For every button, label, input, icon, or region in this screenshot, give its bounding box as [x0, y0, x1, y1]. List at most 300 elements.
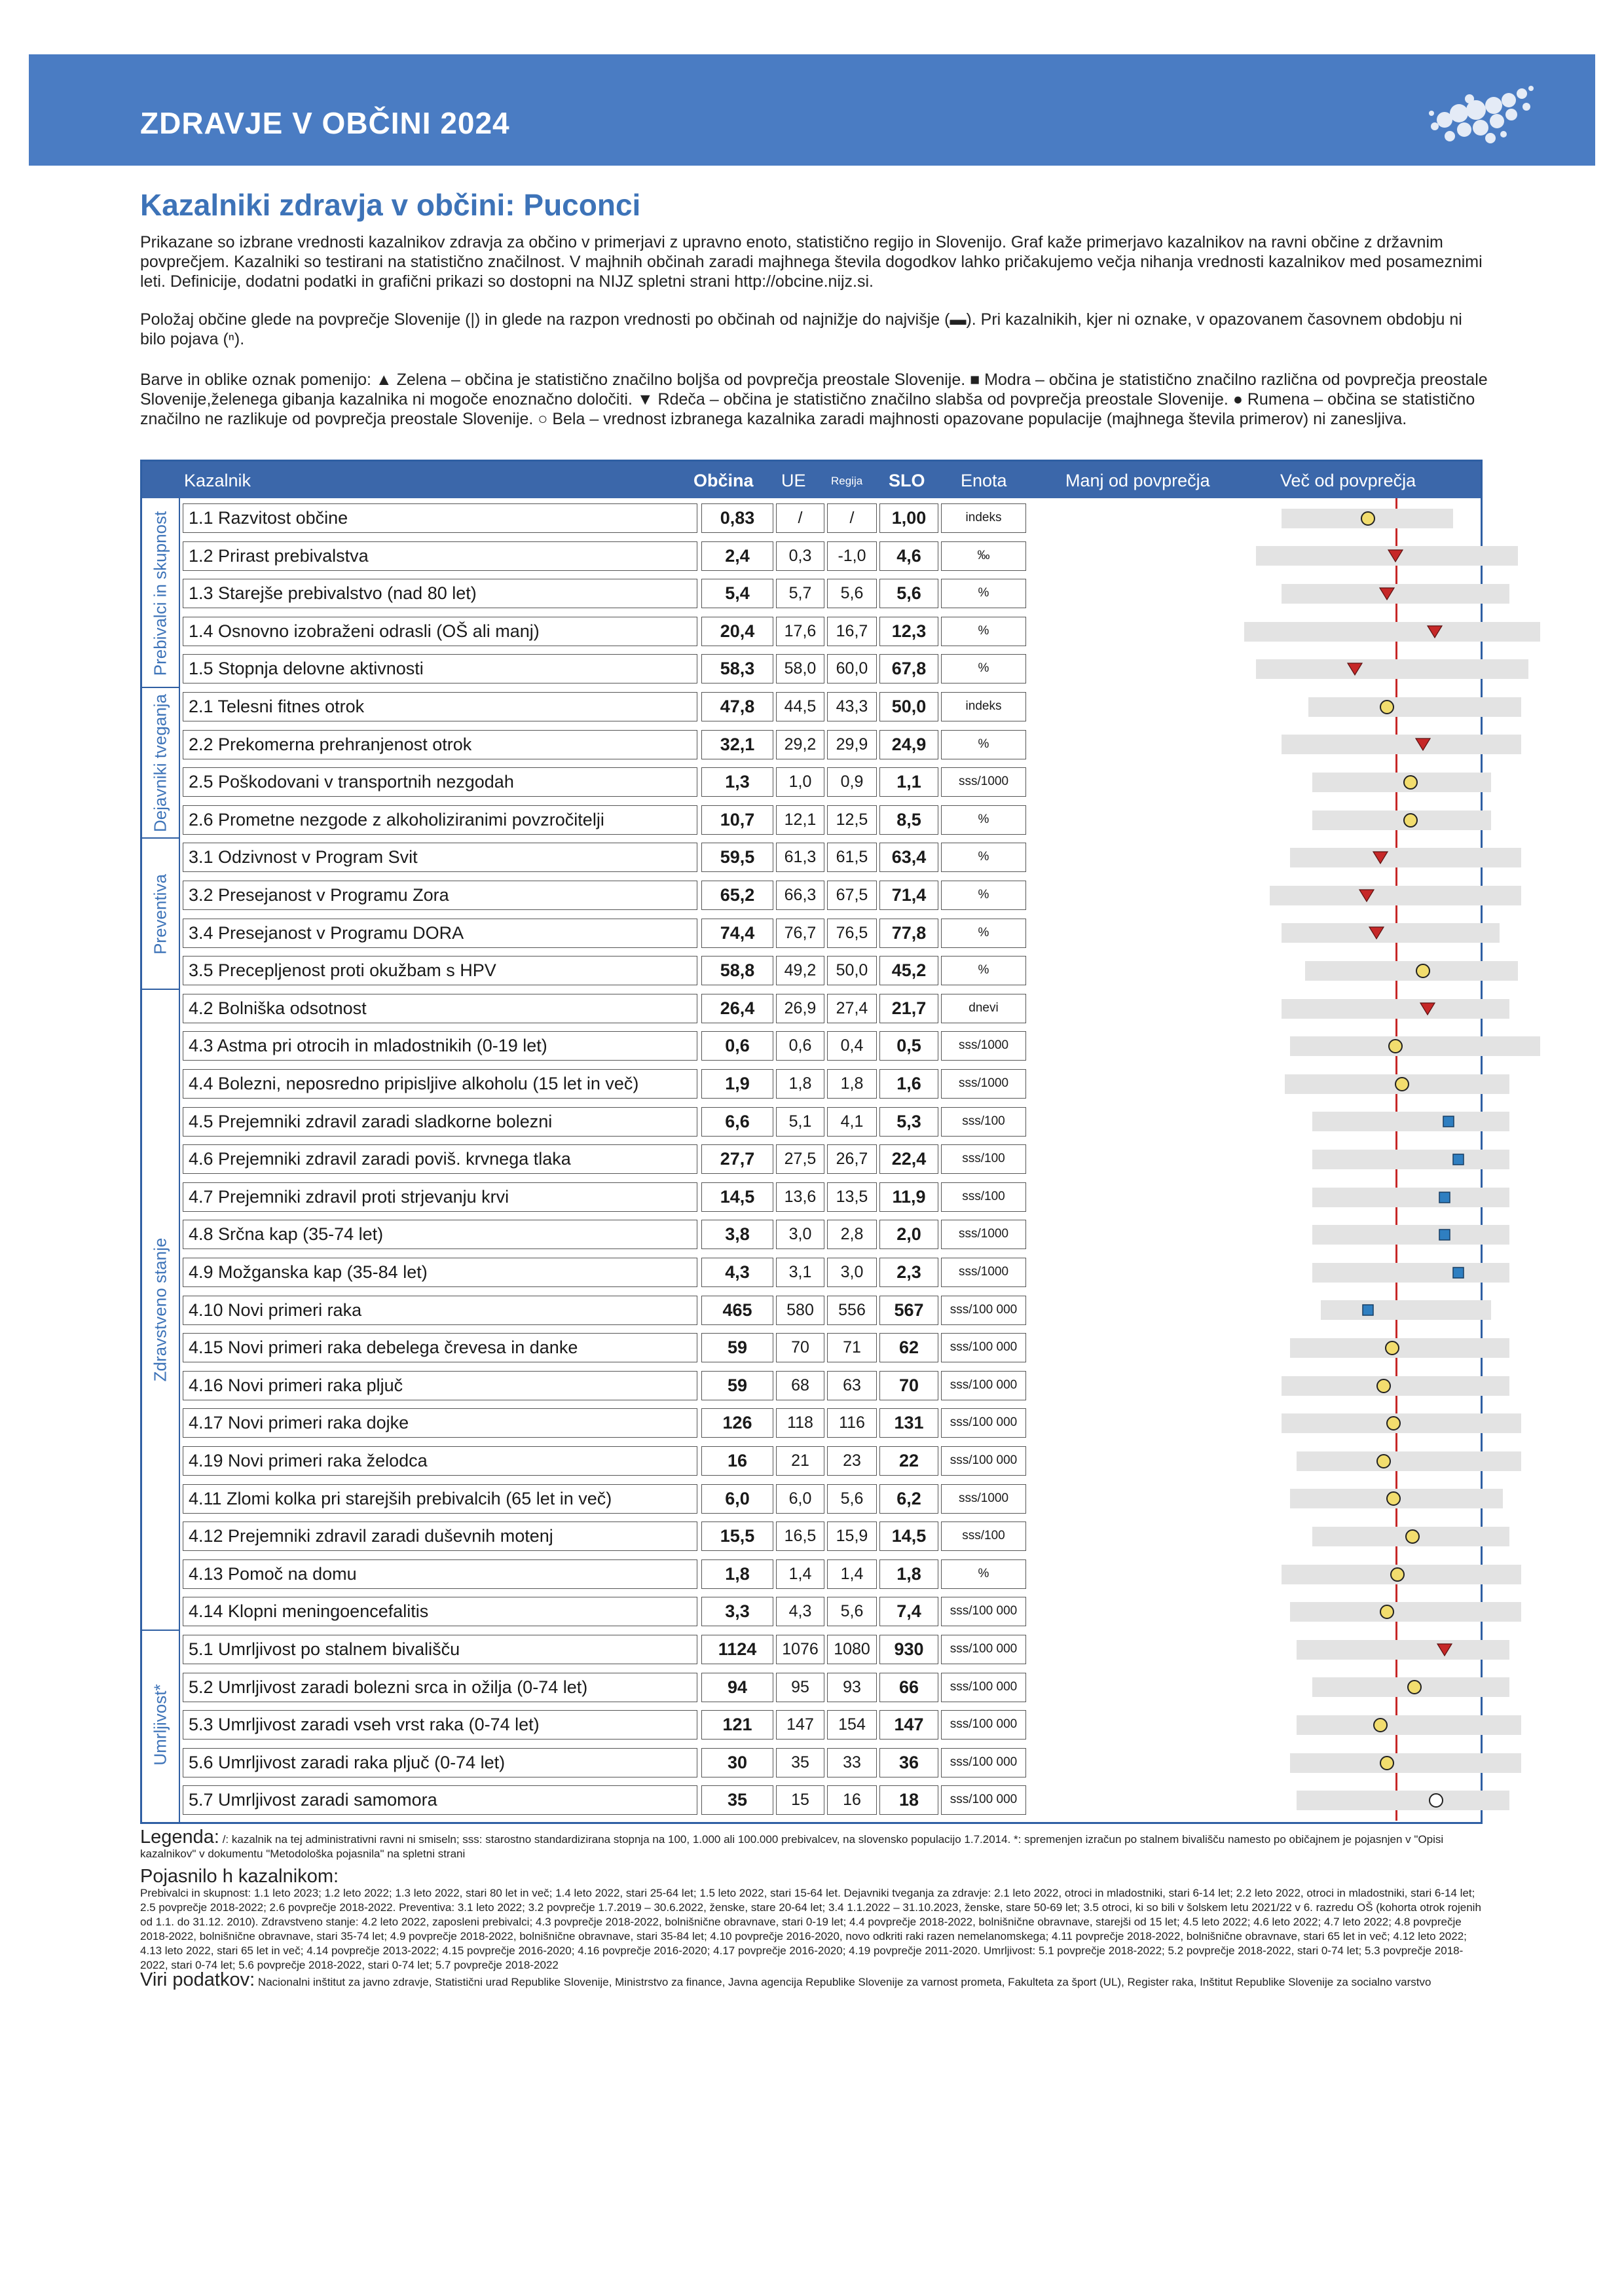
cell-reg: 154	[827, 1710, 877, 1740]
cell-ob: 30	[701, 1748, 773, 1777]
yellow-marker	[1378, 1603, 1395, 1620]
cell-ue: 21	[776, 1446, 824, 1476]
table-row	[180, 1103, 1096, 1140]
cell-slo: 567	[879, 1296, 938, 1325]
cell-unit: sss/1000	[941, 1258, 1026, 1287]
cell-reg: 1080	[827, 1635, 877, 1664]
yellow-marker	[1375, 1453, 1392, 1470]
cell-ob: 1,8	[701, 1559, 773, 1589]
yellow-marker	[1389, 1566, 1406, 1583]
cell-ue: 0,6	[776, 1031, 824, 1061]
cell-slo: 77,8	[879, 919, 938, 948]
cell-unit: sss/100 000	[941, 1785, 1026, 1815]
yellow-marker	[1402, 812, 1419, 829]
cell-name: 3.1 Odzivnost v Program Svit	[183, 843, 697, 872]
cell-name: 2.5 Poškodovani v transportnih nezgodah	[183, 767, 697, 797]
cell-ob: 32,1	[701, 730, 773, 759]
cell-ue: 6,0	[776, 1484, 824, 1514]
table-row	[180, 1593, 1096, 1630]
table-header	[142, 462, 1481, 498]
cell-unit: sss/1000	[941, 1069, 1026, 1099]
cell-unit: sss/100 000	[941, 1333, 1026, 1362]
table-row	[180, 500, 1096, 537]
banner-title: ZDRAVJE V OBČINI 2024	[140, 106, 510, 140]
yellow-marker	[1406, 1679, 1423, 1696]
cell-unit: sss/100 000	[941, 1408, 1026, 1438]
table-row	[180, 915, 1096, 952]
red-marker	[1419, 1000, 1436, 1017]
cell-slo: 2,3	[879, 1258, 938, 1287]
colors-note: Barve in oblike oznak pomenijo: ▲ Zelena – občina je statistično značilno boljša od povprečja preostale Slovenije. ■ Modra – občina je statistično značilno različna od povprečja preostale Slovenije,želenega gibanja kazalnika ni mogoče enoznačno določiti. ▼ Rdeča – občina je statistično značilno slabša od povprečja preostale Slovenije. ● Rumena – občina se statistično značilno ne razlikuje od povprečja preostale Slovenije. ○ Bela – vrednost izbranega kazalnika zaradi majhnosti opazovane populacije (majhnega števila primerov) ni zanesljiva.	[140, 371, 1488, 428]
group-label: Zdravstveno stanje	[150, 1238, 170, 1382]
cell-reg: 5,6	[827, 579, 877, 608]
cell-name: 5.3 Umrljivost zaradi vseh vrst raka (0-74 let)	[183, 1710, 697, 1740]
explain-title: Pojasnilo h kazalnikom:	[140, 1866, 339, 1887]
blue-marker	[1450, 1264, 1467, 1281]
cell-slo: 21,7	[879, 994, 938, 1023]
cell-ue: 147	[776, 1710, 824, 1740]
cell-name: 4.16 Novi primeri raka pljuč	[183, 1371, 697, 1400]
cell-ue: 29,2	[776, 730, 824, 759]
cell-slo: 1,1	[879, 767, 938, 797]
cell-name: 4.17 Novi primeri raka dojke	[183, 1408, 697, 1438]
cell-reg: 0,9	[827, 767, 877, 797]
range-bar	[1308, 697, 1521, 717]
cell-ob: 126	[701, 1408, 773, 1438]
range-bar	[1290, 1602, 1522, 1622]
cell-ue: 26,9	[776, 994, 824, 1023]
cell-ue: 16,5	[776, 1522, 824, 1551]
cell-name: 4.10 Novi primeri raka	[183, 1296, 697, 1325]
cell-unit: sss/100 000	[941, 1635, 1026, 1664]
range-bar	[1282, 1376, 1509, 1396]
cell-name: 5.7 Umrljivost zaradi samomora	[183, 1785, 697, 1815]
cell-reg: 76,5	[827, 919, 877, 948]
cell-slo: 22,4	[879, 1144, 938, 1174]
cell-unit: %	[941, 730, 1026, 759]
cell-unit: sss/100 000	[941, 1446, 1026, 1476]
header-region: Regija	[831, 475, 863, 487]
range-bar	[1282, 923, 1500, 943]
cell-slo: 147	[879, 1710, 938, 1740]
table-row	[180, 1518, 1096, 1555]
cell-name: 5.1 Umrljivost po stalnem bivališču	[183, 1635, 697, 1664]
cell-reg: 4,1	[827, 1107, 877, 1137]
table-row	[180, 877, 1096, 914]
range-bar	[1312, 1188, 1510, 1207]
range-bar	[1282, 735, 1522, 754]
cell-reg: 23	[827, 1446, 877, 1476]
cell-name: 4.3 Astma pri otrocih in mladostnikih (0-19 let)	[183, 1031, 697, 1061]
cell-ob: 16	[701, 1446, 773, 1476]
cell-reg: 15,9	[827, 1522, 877, 1551]
cell-name: 1.3 Starejše prebivalstvo (nad 80 let)	[183, 579, 697, 608]
cell-unit: %	[941, 617, 1026, 646]
table-row	[180, 1065, 1096, 1102]
cell-reg: 43,3	[827, 692, 877, 721]
range-bar	[1290, 848, 1522, 867]
red-marker	[1372, 849, 1389, 866]
cell-slo: 4,6	[879, 541, 938, 571]
cell-reg: 5,6	[827, 1597, 877, 1626]
table-row	[180, 1404, 1096, 1442]
cell-unit: %	[941, 843, 1026, 872]
yellow-marker	[1359, 510, 1376, 527]
cell-slo: 63,4	[879, 843, 938, 872]
indicator-table	[140, 460, 1483, 1824]
header-less: Manj od povprečja	[1065, 471, 1210, 490]
cell-reg: 0,4	[827, 1031, 877, 1061]
cell-unit: sss/100 000	[941, 1371, 1026, 1400]
table-row	[180, 1631, 1096, 1668]
cell-name: 5.2 Umrljivost zaradi bolezni srca in ožilja (0-74 let)	[183, 1673, 697, 1702]
yellow-marker	[1393, 1076, 1411, 1093]
range-bar	[1290, 1036, 1540, 1056]
cell-slo: 7,4	[879, 1597, 938, 1626]
header-unit: Enota	[961, 471, 1007, 490]
cell-unit: sss/100 000	[941, 1748, 1026, 1777]
cell-ob: 20,4	[701, 617, 773, 646]
cell-slo: 131	[879, 1408, 938, 1438]
yellow-marker	[1372, 1717, 1389, 1734]
cell-ue: 118	[776, 1408, 824, 1438]
table-row	[180, 1027, 1096, 1065]
blue-marker	[1436, 1226, 1453, 1243]
red-marker	[1414, 736, 1431, 753]
cell-ue: 70	[776, 1333, 824, 1362]
cell-ob: 58,3	[701, 654, 773, 683]
range-bar	[1256, 659, 1528, 679]
cell-ue: 12,1	[776, 805, 824, 835]
cell-unit: sss/1000	[941, 1484, 1026, 1514]
cell-ue: 49,2	[776, 956, 824, 985]
blue-marker	[1436, 1189, 1453, 1206]
cell-ue: 17,6	[776, 617, 824, 646]
range-bar	[1297, 1791, 1509, 1810]
cell-slo: 50,0	[879, 692, 938, 721]
cell-slo: 24,9	[879, 730, 938, 759]
cell-reg: 1,8	[827, 1069, 877, 1099]
page-title: Kazalniki zdravja v občini: Puconci	[140, 188, 641, 222]
table-row	[180, 1329, 1096, 1366]
cell-unit: sss/100	[941, 1107, 1026, 1137]
table-row	[180, 952, 1096, 989]
table-row	[180, 538, 1096, 575]
cell-ue: 44,5	[776, 692, 824, 721]
cell-ob: 6,0	[701, 1484, 773, 1514]
cell-ue: /	[776, 503, 824, 533]
cell-unit: indeks	[941, 503, 1026, 533]
cell-ue: 1,0	[776, 767, 824, 797]
cell-reg: /	[827, 503, 877, 533]
cell-name: 1.4 Osnovno izobraženi odrasli (OŠ ali manj)	[183, 617, 697, 646]
yellow-marker	[1378, 699, 1395, 716]
cell-ue: 76,7	[776, 919, 824, 948]
cell-ob: 1124	[701, 1635, 773, 1664]
cell-unit: %	[941, 919, 1026, 948]
cell-ue: 0,3	[776, 541, 824, 571]
cell-ob: 58,8	[701, 956, 773, 985]
sources-text: Nacionalni inštitut za javno zdravje, Statistični urad Republike Slovenije, Ministrstvo za finance, Javna agencija Republike Slovenije za varnost prometa, Fakulteta za šport (UL), Register raka, Inštitut Republike Slovenije za socialno varstvo	[257, 1976, 1431, 1988]
cell-reg: 67,5	[827, 881, 877, 910]
cell-reg: 61,5	[827, 843, 877, 872]
group-separator	[142, 687, 179, 688]
table-row	[180, 1140, 1096, 1178]
yellow-marker	[1385, 1415, 1402, 1432]
cell-name: 4.5 Prejemniki zdravil zaradi sladkorne bolezni	[183, 1107, 697, 1137]
cell-reg: 12,5	[827, 805, 877, 835]
cell-unit: sss/1000	[941, 1031, 1026, 1061]
cell-name: 1.2 Prirast prebivalstva	[183, 541, 697, 571]
group-label: Preventiva	[150, 873, 170, 955]
cell-ob: 1,3	[701, 767, 773, 797]
range-bar	[1305, 961, 1518, 981]
table-row	[180, 1178, 1096, 1216]
cell-reg: 71	[827, 1333, 877, 1362]
cell-reg: 16	[827, 1785, 877, 1815]
range-bar	[1312, 1112, 1510, 1131]
sources-title: Viri podatkov:	[140, 1969, 255, 1990]
table-row	[180, 1706, 1096, 1743]
table-row	[180, 801, 1096, 839]
table-row	[180, 688, 1096, 725]
range-bar	[1312, 811, 1491, 830]
cell-slo: 6,2	[879, 1484, 938, 1514]
table-row	[180, 1556, 1096, 1593]
cell-slo: 5,6	[879, 579, 938, 608]
legend-title: Legenda:	[140, 1827, 219, 1848]
cell-name: 4.11 Zlomi kolka pri starejših prebivalcih (65 let in več)	[183, 1484, 697, 1514]
table-row	[180, 1367, 1096, 1404]
cell-name: 1.1 Razvitost občine	[183, 503, 697, 533]
cell-ue: 4,3	[776, 1597, 824, 1626]
red-marker	[1368, 924, 1385, 941]
header-slo: SLO	[889, 471, 925, 490]
cell-unit: indeks	[941, 692, 1026, 721]
cell-slo: 70	[879, 1371, 938, 1400]
cell-reg: 63	[827, 1371, 877, 1400]
header-ue: UE	[781, 471, 806, 490]
legend-text: /: kazalnik na tej administrativni ravni ni smiseln; sss: starostno standardizirana stopnja na 100, 1.000 ali 100.000 prebivalcev, na slovensko populacijo 1.7.2014. *: spremenjen izračun po stalnem bivališču namesto po običajnem je pojasnjen v "Opisi kazalnikov" v dokumentu "Metodološka pojasnila" na spletni strani	[140, 1833, 1444, 1860]
cell-reg: 27,4	[827, 994, 877, 1023]
cell-ob: 59	[701, 1371, 773, 1400]
cell-ob: 2,4	[701, 541, 773, 571]
cell-name: 4.14 Klopni meningoencefalitis	[183, 1597, 697, 1626]
cell-ob: 15,5	[701, 1522, 773, 1551]
red-marker	[1358, 887, 1375, 904]
cell-unit: %	[941, 654, 1026, 683]
cell-ue: 1,4	[776, 1559, 824, 1589]
cell-unit: %	[941, 956, 1026, 985]
cell-reg: 60,0	[827, 654, 877, 683]
range-bar	[1297, 1640, 1509, 1660]
cell-slo: 1,8	[879, 1559, 938, 1589]
cell-reg: 116	[827, 1408, 877, 1438]
cell-ob: 35	[701, 1785, 773, 1815]
cell-ob: 5,4	[701, 579, 773, 608]
cell-slo: 1,00	[879, 503, 938, 533]
comparison-chart	[1096, 498, 1479, 1821]
table-row	[180, 763, 1096, 801]
yellow-marker	[1385, 1490, 1402, 1507]
cell-ob: 65,2	[701, 881, 773, 910]
cell-ue: 15	[776, 1785, 824, 1815]
cell-slo: 22	[879, 1446, 938, 1476]
range-bar	[1297, 1715, 1521, 1735]
cell-unit: sss/100	[941, 1522, 1026, 1551]
cell-unit: dnevi	[941, 994, 1026, 1023]
cell-name: 4.9 Možganska kap (35-84 let)	[183, 1258, 697, 1287]
table-row	[180, 1781, 1096, 1819]
cell-ob: 0,6	[701, 1031, 773, 1061]
red-marker	[1346, 661, 1363, 678]
cell-ob: 3,8	[701, 1220, 773, 1249]
cell-slo: 930	[879, 1635, 938, 1664]
group-label: Dejavniki tveganja	[150, 694, 170, 833]
cell-unit: sss/100	[941, 1182, 1026, 1212]
blue-marker	[1440, 1113, 1457, 1130]
cell-reg: 5,6	[827, 1484, 877, 1514]
cell-reg: 556	[827, 1296, 877, 1325]
slovenia-map-logo	[1418, 74, 1543, 153]
cell-ue: 35	[776, 1748, 824, 1777]
table-row	[180, 1216, 1096, 1253]
cell-ue: 5,7	[776, 579, 824, 608]
table-row	[180, 650, 1096, 687]
cell-name: 2.1 Telesni fitnes otrok	[183, 692, 697, 721]
cell-slo: 12,3	[879, 617, 938, 646]
cell-unit: sss/100 000	[941, 1673, 1026, 1702]
cell-name: 1.5 Stopnja delovne aktivnosti	[183, 654, 697, 683]
cell-ob: 94	[701, 1673, 773, 1702]
cell-reg: 26,7	[827, 1144, 877, 1174]
cell-name: 4.19 Novi primeri raka želodca	[183, 1446, 697, 1476]
group-separator	[142, 837, 179, 839]
cell-ob: 74,4	[701, 919, 773, 948]
cell-name: 3.4 Presejanost v Programu DORA	[183, 919, 697, 948]
cell-name: 4.13 Pomoč na domu	[183, 1559, 697, 1589]
explain-text: Prebivalci in skupnost: 1.1 leto 2023; 1.2 leto 2022; 1.3 leto 2022, stari 80 let in več; 1.4 leto 2022, stari 25-64 let; 1.5 leto 2022, stari 15-64 let. Dejavniki tveganja za zdravje: 2.1 leto 2022, otroci in mladostniki, stari 6-14 let; 2.2 leto 2022, otroci in mladostniki, stari 6-14 let; 2.5 povprečje 2018-2022; 2.6 povprečje 2018-2022. Preventiva: 3.1 leto 2022; 3.2 povprečje 1.7.2019 – 30.6.2022, ženske, stare 20-64 let; 3.4 1.1.2022 – 31.10.2023, ženske, stare 50-69 let; 3.5 otroci, ki so bili v šolskem letu 2021/22 v 6. razredu OŠ (kohorta otrok rojenih od 1.1. do 31.12. 2010). Zdravstveno stanje: 4.2 leto 2022, zaposleni prebivalci; 4.3 povprečje 2018-2022, bolnišnične obravnave, stari 0-19 let; 4.4 povprečje 2018-2022, bolnišnične obravnave, starejši od 15 let; 4.5 leto 2022; 4.6 leto 2022; 4.7 leto 2022; 4.8 povprečje 2018-2022, bolnišnične obravnave, stari 35-74 let; 4.9 povprečje 2018-2022, bolnišnične obravnave, stari 35-84 let; 4.10 povprečje 2016-2020, novo odkriti raki razen nemelanomskega; 4.11 povprečje 2018-2022, bolnišnične obravnave, stari 65 let in več; 4.12 leto 2022; 4.13 leto 2022, stari 65 let in več; 4.14 povprečje 2013-2022; 4.15 povprečje 2016-2020; 4.16 povprečje 2016-2020; 4.17 povprečje 2016-2020; 4.19 povprečje 2011-2020. Umrljivost: 5.1 povprečje 2018-2022; 5.2 povprečje 2018-2022, stari 0-74 let; 5.3 povprečje 2018-2022, stari 0-74 let; 5.6 povprečje 2018-2022, stari 0-74 let; 5.7 povprečje 2018-2022	[140, 1887, 1481, 1971]
intro-paragraph: Prikazane so izbrane vrednosti kazalnikov zdravja za občino v primerjavi z upravno enoto, statistično regijo in Slovenijo. Graf kaže primerjavo kazalnikov na ravni občine z državnim povprečjem. Kazalniki so testirani na statistično značilnost. V majhnih občinah zaradi majhnega števila dogodkov lahko pričakujemo večja nihanja vrednosti kazalnikov med posameznimi leti. Definicije, dodatni podatki in grafični prikazi so dostopni na NIJZ spletni strani http://obcine.nijz.si.	[140, 233, 1483, 291]
cell-name: 2.2 Prekomerna prehranjenost otrok	[183, 730, 697, 759]
cell-ue: 61,3	[776, 843, 824, 872]
range-bar	[1312, 773, 1491, 792]
cell-ue: 580	[776, 1296, 824, 1325]
cell-ue: 5,1	[776, 1107, 824, 1137]
cell-reg: 2,8	[827, 1220, 877, 1249]
position-note	[140, 310, 1489, 349]
cell-reg: 16,7	[827, 617, 877, 646]
cell-unit: sss/1000	[941, 767, 1026, 797]
red-marker	[1436, 1641, 1453, 1658]
header-indicator: Kazalnik	[184, 471, 251, 490]
cell-name: 5.6 Umrljivost zaradi raka pljuč (0-74 let)	[183, 1748, 697, 1777]
cell-ue: 1076	[776, 1635, 824, 1664]
table-row	[180, 1744, 1096, 1781]
cell-reg: 50,0	[827, 956, 877, 985]
range-bar	[1297, 1451, 1521, 1471]
cell-ob: 26,4	[701, 994, 773, 1023]
cell-reg: 93	[827, 1673, 877, 1702]
cell-slo: 67,8	[879, 654, 938, 683]
cell-slo: 1,6	[879, 1069, 938, 1099]
red-marker	[1378, 585, 1395, 602]
range-bar	[1312, 1225, 1510, 1245]
cell-ob: 6,6	[701, 1107, 773, 1137]
yellow-marker	[1387, 1038, 1404, 1055]
legend	[140, 1827, 1489, 1990]
cell-ue: 66,3	[776, 881, 824, 910]
yellow-marker	[1384, 1339, 1401, 1357]
range-bar	[1244, 622, 1540, 642]
cell-ob: 10,7	[701, 805, 773, 835]
group-separator	[142, 1630, 179, 1631]
table-row	[180, 839, 1096, 876]
cell-slo: 0,5	[879, 1031, 938, 1061]
cell-unit: sss/100 000	[941, 1296, 1026, 1325]
group-column	[142, 498, 180, 1822]
cell-unit: ‰	[941, 541, 1026, 571]
cell-unit: sss/100 000	[941, 1710, 1026, 1740]
cell-ue: 27,5	[776, 1144, 824, 1174]
cell-slo: 2,0	[879, 1220, 938, 1249]
yellow-marker	[1378, 1755, 1395, 1772]
yellow-marker	[1414, 962, 1431, 979]
cell-ue: 58,0	[776, 654, 824, 683]
cell-ob: 465	[701, 1296, 773, 1325]
cell-ob: 121	[701, 1710, 773, 1740]
table-row	[180, 1254, 1096, 1291]
cell-ob: 14,5	[701, 1182, 773, 1212]
blue-marker	[1450, 1151, 1467, 1168]
cell-slo: 66	[879, 1673, 938, 1702]
cell-ob: 59,5	[701, 843, 773, 872]
group-label: Prebivalci in skupnost	[150, 511, 170, 676]
cell-reg: 29,9	[827, 730, 877, 759]
range-bar	[1312, 1263, 1510, 1283]
red-marker	[1426, 623, 1443, 640]
cell-ob: 0,83	[701, 503, 773, 533]
cell-reg: 1,4	[827, 1559, 877, 1589]
cell-name: 2.6 Prometne nezgode z alkoholiziranimi povzročitelji	[183, 805, 697, 835]
header-more: Več od povprečja	[1280, 471, 1416, 490]
range-bar	[1282, 999, 1509, 1019]
cell-ue: 95	[776, 1673, 824, 1702]
header-banner	[29, 54, 1595, 166]
cell-name: 4.6 Prejemniki zdravil zaradi poviš. krvnega tlaka	[183, 1144, 697, 1174]
cell-slo: 8,5	[879, 805, 938, 835]
cell-name: 4.8 Srčna kap (35-74 let)	[183, 1220, 697, 1249]
cell-unit: sss/100	[941, 1144, 1026, 1174]
range-bar	[1321, 1300, 1491, 1320]
table-row	[180, 575, 1096, 612]
range-bar	[1290, 1753, 1522, 1773]
cell-unit: %	[941, 881, 1026, 910]
cell-ob: 4,3	[701, 1258, 773, 1287]
table-row	[180, 1442, 1096, 1480]
table-row	[180, 613, 1096, 650]
cell-ue: 13,6	[776, 1182, 824, 1212]
cell-slo: 62	[879, 1333, 938, 1362]
cell-ue: 3,0	[776, 1220, 824, 1249]
group-separator	[142, 989, 179, 990]
cell-unit: %	[941, 579, 1026, 608]
header-municipality: Občina	[693, 471, 754, 490]
table-row	[180, 1669, 1096, 1706]
cell-slo: 18	[879, 1785, 938, 1815]
cell-slo: 36	[879, 1748, 938, 1777]
table-row	[180, 990, 1096, 1027]
